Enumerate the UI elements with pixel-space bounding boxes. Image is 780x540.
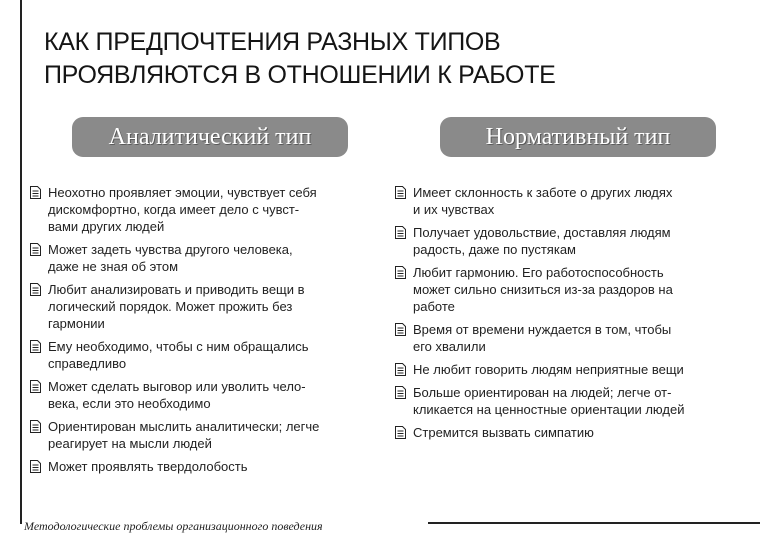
item-text: Не любит говорить людям неприятные вещи — [413, 362, 684, 377]
item-text: Стремится вызвать симпатию — [413, 425, 594, 440]
item-text: Ориентирован мыслить аналитически; легче реагирует на мысли людей — [48, 419, 320, 451]
list-item — [395, 361, 755, 378]
page-title: КАК ПРЕДПОЧТЕНИЯ РАЗНЫХ ТИПОВ ПРОЯВЛЯЮТСЯ В ОТНОШЕНИИ К РАБОТЕ — [44, 28, 556, 89]
document-icon — [30, 184, 48, 201]
item-text: Любит гармонию. Его работоспособность может сильно снизиться из-за раздоров на работе — [413, 265, 673, 314]
list-item — [395, 321, 755, 355]
frame-left-border — [20, 0, 22, 524]
analytic-traits-list — [30, 184, 370, 481]
item-text: Больше ориентирован на людей; легче от- кликается на ценностные ориентации людей — [413, 385, 685, 417]
document-icon — [395, 361, 413, 378]
normative-traits-list — [395, 184, 755, 447]
list-item — [30, 458, 370, 475]
document-icon — [395, 424, 413, 441]
item-text: Может сделать выговор или уволить чело- века, если это необходимо — [48, 379, 306, 411]
list-item — [30, 184, 370, 235]
document-icon — [30, 241, 48, 258]
analytic-type-heading: Аналитический тип — [72, 117, 348, 157]
document-icon — [395, 321, 413, 338]
item-text: Любит анализировать и приводить вещи в логический порядок. Может прожить без гармонии — [48, 282, 305, 331]
item-text: Неохотно проявляет эмоции, чувствует себя дискомфортно, когда имеет дело с чувст- вами других людей — [48, 185, 317, 234]
document-icon — [30, 378, 48, 395]
item-text: Может задеть чувства другого человека, даже не зная об этом — [48, 242, 293, 274]
list-item — [30, 241, 370, 275]
list-item — [30, 378, 370, 412]
normative-type-heading: Нормативный тип — [440, 117, 716, 157]
document-icon — [30, 458, 48, 475]
item-text: Время от времени нуждается в том, чтобы его хвалили — [413, 322, 672, 354]
list-item — [30, 418, 370, 452]
list-item — [395, 384, 755, 418]
list-item — [395, 184, 755, 218]
document-icon — [30, 338, 48, 355]
list-item — [395, 264, 755, 315]
list-item — [30, 281, 370, 332]
document-icon — [395, 184, 413, 201]
item-text: Может проявлять твердолобость — [48, 459, 248, 474]
list-item — [30, 338, 370, 372]
list-item — [395, 424, 755, 441]
footer-caption: Методологические проблемы организационного поведения — [22, 519, 327, 534]
item-text: Получает удовольствие, доставляя людям радость, даже по пустякам — [413, 225, 671, 257]
document-icon — [395, 384, 413, 401]
document-icon — [30, 418, 48, 435]
document-icon — [395, 264, 413, 281]
item-text: Имеет склонность к заботе о других людях и их чувствах — [413, 185, 673, 217]
document-icon — [395, 224, 413, 241]
document-icon — [30, 281, 48, 298]
list-item — [395, 224, 755, 258]
frame-bottom-border — [428, 522, 760, 524]
item-text: Ему необходимо, чтобы с ним обращались справедливо — [48, 339, 309, 371]
